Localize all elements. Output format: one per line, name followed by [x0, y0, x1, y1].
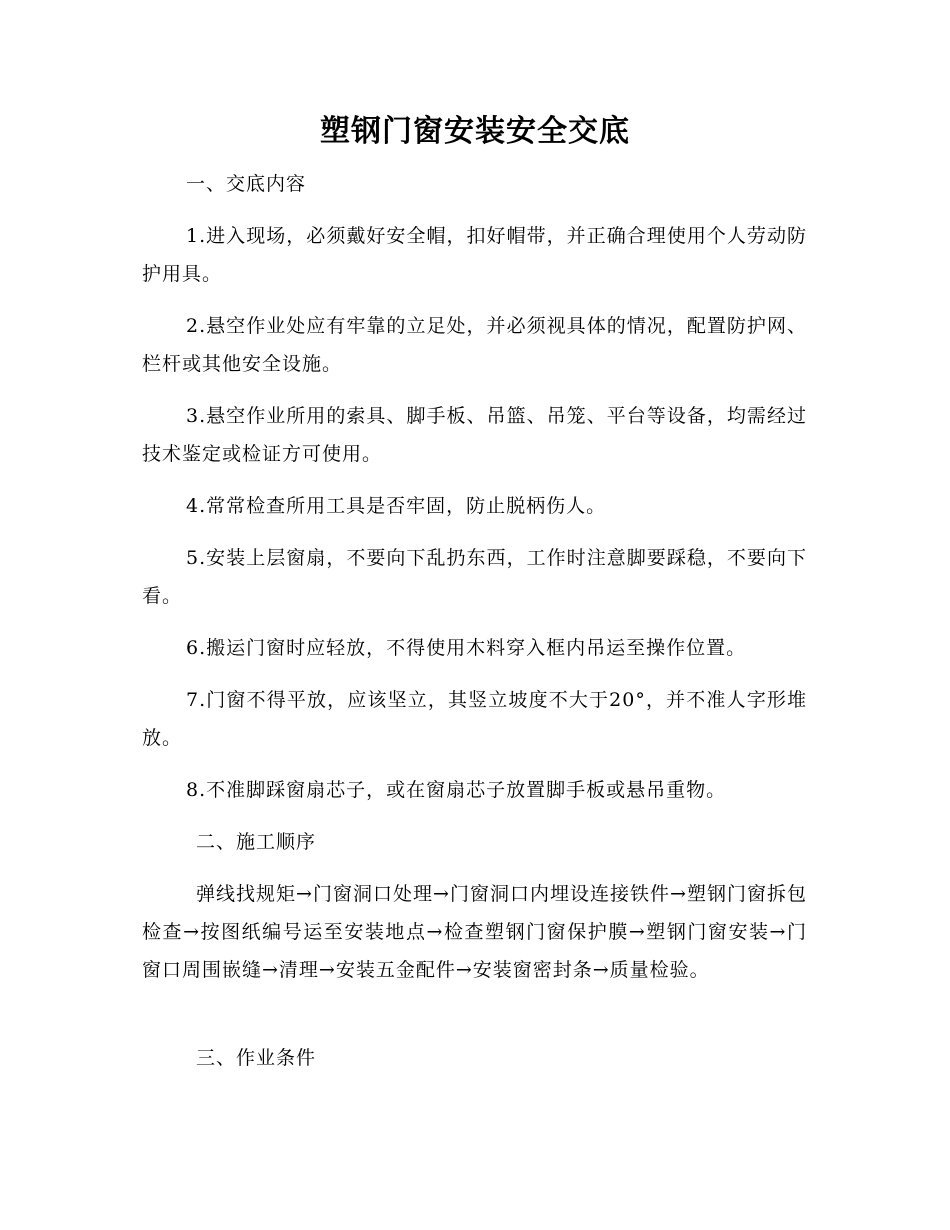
list-item: 7.门窗不得平放，应该坚立，其竖立坡度不大于20°，并不准人字形堆放。: [142, 689, 807, 749]
list-item: 1.进入现场，必须戴好安全帽，扣好帽带，并正确合理使用个人劳动防护用具。: [142, 225, 807, 285]
list-item: 4.常常检查所用工具是否牢固，防止脱柄伤人。: [186, 495, 607, 517]
construction-sequence-paragraph: 弹线找规矩→门窗洞口处理→门窗洞口内埋设连接铁件→塑钢门窗拆包检查→按图纸编号运至安装地点→检查塑钢门窗保护膜→塑钢门窗安装→门窗口周围嵌缝→清理→安装五金配件→安装窗密封条→质量检验。: [142, 883, 807, 981]
list-item: 5.安装上层窗扇，不要向下乱扔东西，工作时注意脚要踩稳，不要向下看。: [142, 547, 807, 607]
document-title: 塑钢门窗安装安全交底: [320, 114, 630, 149]
list-item: 3.悬空作业所用的索具、脚手板、吊篮、吊笼、平台等设备，均需经过技术鉴定或检证方可使用。: [142, 405, 807, 465]
list-item: 6.搬运门窗时应轻放，不得使用木料穿入框内吊运至操作位置。: [186, 637, 747, 659]
section-heading-conditions: 三、作业条件: [196, 1047, 317, 1069]
list-item: 8.不准脚踩窗扇芯子，或在窗扇芯子放置脚手板或悬吊重物。: [186, 779, 727, 801]
list-item: 2.悬空作业处应有牢靠的立足处，并必须视具体的情况，配置防护网、栏杆或其他安全设施。: [142, 315, 807, 375]
section-heading-content: 一、交底内容: [186, 173, 307, 195]
section-heading-sequence: 二、施工顺序: [196, 831, 317, 853]
